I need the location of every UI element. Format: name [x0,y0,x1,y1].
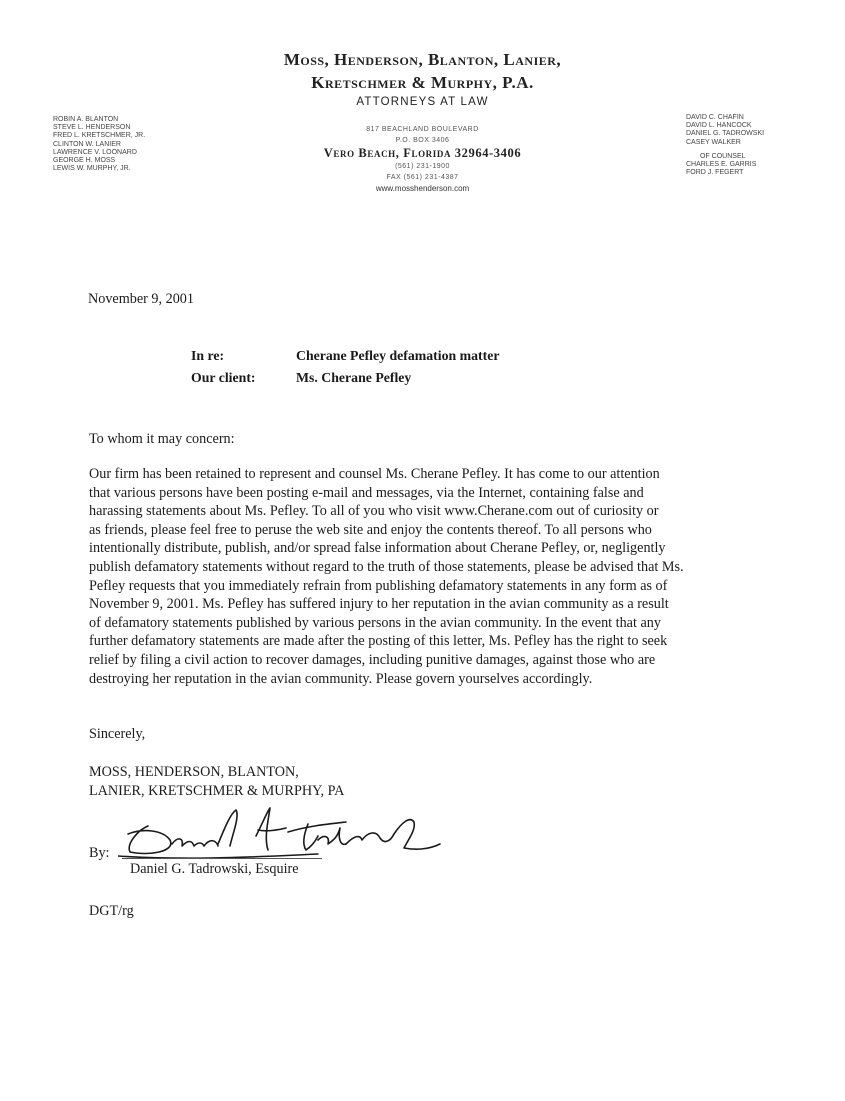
partner-name: LAWRENCE V. LOONARD [53,148,137,156]
firm-name-line-2: Kretschmer & Murphy, P.A. [311,73,534,92]
handwritten-signature [118,800,458,862]
partner-name: FRED L. KRETSCHMER, JR. [53,132,146,140]
partner-name: DAVID C. CHAFIN [686,114,744,121]
of-counsel-name: FORD J. FEGERT [686,169,744,177]
attorneys-at-law-label: ATTORNEYS AT LAW [356,96,489,108]
body-line: intentionally distribute, publish, and/or spread false information about Cherane Pefley, or, negligently [89,540,666,557]
body-line: destroying her reputation in the avian community. Please govern yourselves accordingly. [89,670,593,687]
of-counsel-name: CHARLES E. GARRIS [686,161,757,169]
re-label: In re: [191,348,225,363]
address-po-box: P.O. BOX 3406 [395,137,450,144]
partner-name: LEWIS W. MURPHY, JR. [53,165,131,173]
partner-name: CASEY WALKER [686,138,741,146]
firm-address-block [250,124,595,194]
firm-signature-line-1: MOSS, HENDERSON, BLANTON, [89,764,299,780]
partner-name: GEORGE H. MOSS [53,157,116,165]
firm-website: www.mosshenderson.com [375,184,470,193]
address-city: Vero Beach, Florida 32964-3406 [323,146,522,160]
letter-date: November 9, 2001 [88,291,194,307]
firm-name-line-1: Moss, Henderson, Blanton, Lanier, [283,50,562,69]
address-fax: FAX (561) 231-4387 [386,174,459,181]
body-line: November 9, 2001. Ms. Pefley has suffered injury to her reputation in the avian community as a result [89,596,669,613]
closing: Sincerely, [89,726,146,742]
address-phone: (561) 231-1900 [395,163,450,170]
body-line: harassing statements about Ms. Pefley. To all of you who visit www.Cherane.com out of curiosity or [89,503,659,520]
partner-name: DANIEL G. TADROWSKI [686,130,765,138]
body-line: as friends, please feel free to peruse the web site and enjoy the contents thereof. To all persons who [89,521,652,538]
body-line: Pefley requests that you immediately refrain from publishing defamatory statements in any form as of [89,577,668,594]
partners-left-list [53,116,223,173]
signatory-name: Daniel G. Tadrowski, Esquire [130,861,299,877]
body-line: relief by filing a civil action to recover damages, including punitive damages, against those who are [89,651,656,668]
address-street: 817 BEACHLAND BOULEVARD [366,126,479,133]
letter-body-paragraph [89,465,769,688]
partner-name: STEVE L. HENDERSON [53,124,131,132]
of-counsel-label: OF COUNSEL [700,152,746,160]
re-subject: Cherane Pefley defamation matter [296,348,500,363]
partners-right-list [686,114,836,177]
body-line: that various persons have been posting e-mail and messages, via the Internet, containing false and [89,484,644,501]
body-line: Our firm has been retained to represent and counsel Ms. Cherane Pefley. It has come to our attention [89,466,660,482]
by-label: By: [89,845,110,861]
salutation: To whom it may concern: [89,431,235,447]
partner-name: CLINTON W. LANIER [53,140,121,148]
partner-name: DAVID L. HANCOCK [686,122,752,130]
firm-signature-line-2: LANIER, KRETSCHMER & MURPHY, PA [89,783,345,799]
signature-line [122,858,322,859]
body-line: publish defamatory statements without regard to the truth of those statements, please be advised that Ms. [89,558,684,575]
body-line: further defamatory statements are made after the posting of this letter, Ms. Pefley has the right to seek [89,633,668,650]
partner-name: ROBIN A. BLANTON [53,116,119,123]
client-name: Ms. Cherane Pefley [296,370,412,385]
typist-initials: DGT/rg [89,903,134,919]
body-line: of defamatory statements published by various persons in the avian community. In the event that any [89,614,661,631]
client-label: Our client: [191,370,256,385]
